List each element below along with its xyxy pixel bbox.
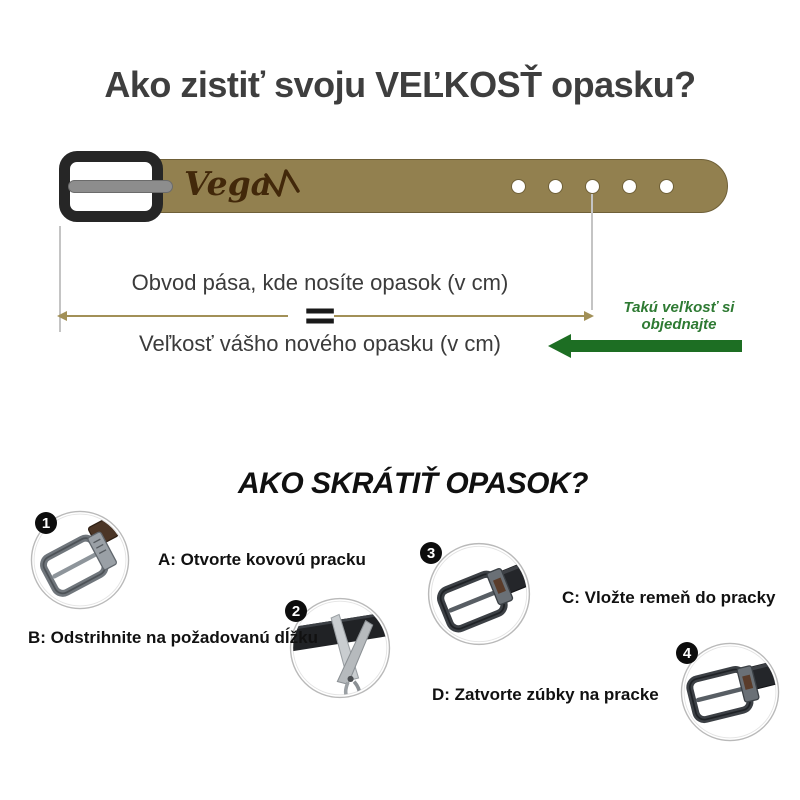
measure-guide-line-right: [591, 194, 593, 310]
belt-hole-2: [548, 179, 563, 194]
order-size-note: [598, 299, 760, 333]
step-a-label: A: Otvorte kovovú pracku: [158, 550, 366, 569]
shorten-section-title: AKO SKRÁTIŤ OPASOK?: [238, 467, 588, 500]
belt-hole-4: [622, 179, 637, 194]
equals-sign: =: [301, 290, 339, 341]
belt-size-measure-label: Veľkosť vášho nového opasku (v cm): [139, 331, 501, 356]
step-2-badge: 2: [285, 600, 307, 622]
step-4-badge: 4: [676, 642, 698, 664]
belt-hole-1: [511, 179, 526, 194]
step-b-label: B: Odstrihnite na požadovanú dĺžku: [28, 628, 318, 647]
measure-arrow-line-left: [65, 315, 288, 317]
page-title: Ako zistiť svoju VEĽKOSŤ opasku?: [104, 64, 696, 105]
belt-buckle-pin: [68, 180, 173, 193]
belt-hole-3: [585, 179, 600, 194]
vega-logo: [182, 157, 312, 213]
step-d-label: D: Zatvorte zúbky na pracke: [432, 685, 659, 704]
left-arrowhead-icon: [57, 311, 67, 321]
order-size-note-line1: Takú veľkosť si: [623, 299, 735, 316]
step-1-badge: 1: [35, 512, 57, 534]
step-c-label: C: Vložte remeň do pracky: [562, 588, 776, 607]
vega-logo-text: Vega: [184, 164, 273, 203]
waist-measure-label: Obvod pása, kde nosíte opasok (v cm): [131, 270, 509, 295]
order-size-note-line2: objednajte: [641, 316, 717, 333]
step-3-badge: 3: [420, 542, 442, 564]
order-size-arrow-icon: [548, 334, 571, 358]
measure-arrow-line-right: [334, 315, 584, 317]
right-arrowhead-icon: [584, 311, 594, 321]
belt-hole-5: [659, 179, 674, 194]
order-size-arrow-shaft: [570, 340, 742, 352]
